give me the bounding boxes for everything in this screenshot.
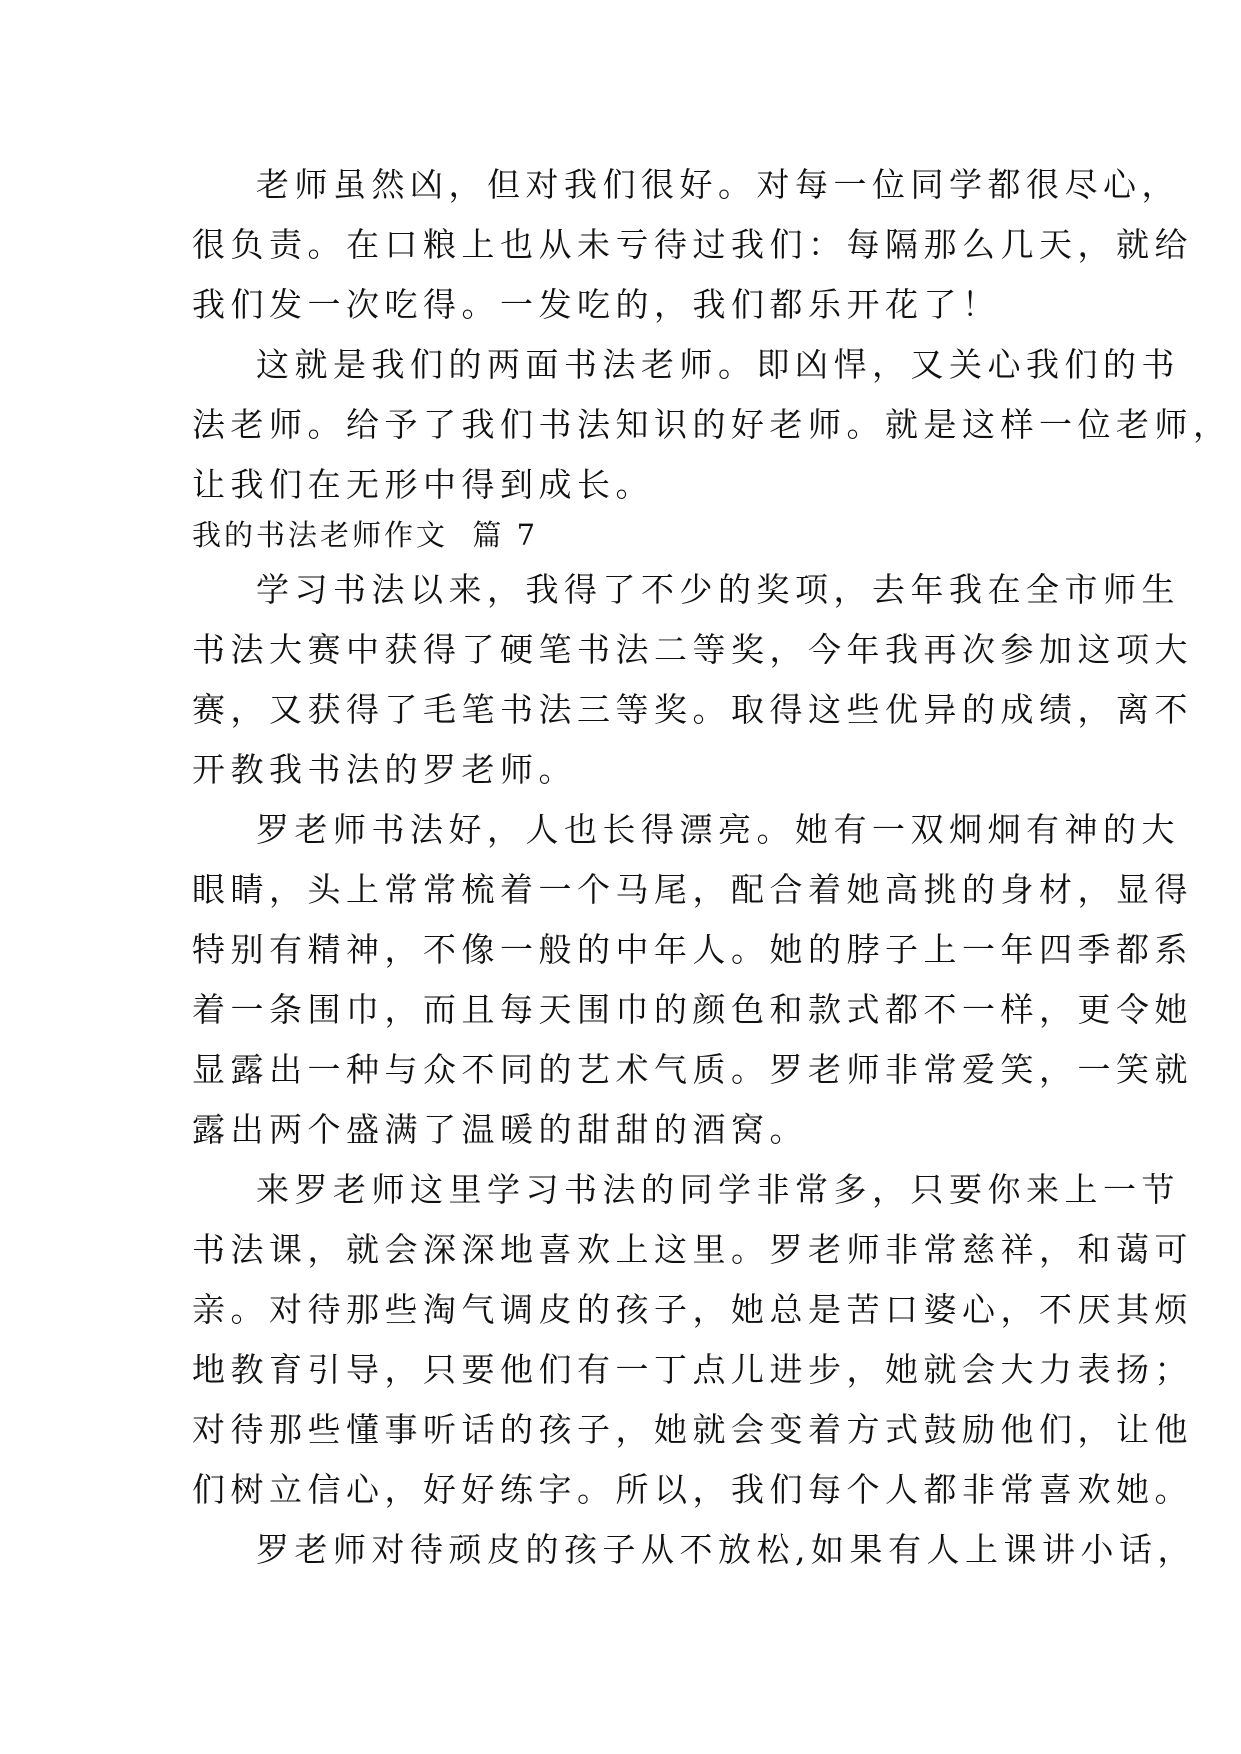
paragraph-4-line-2: 眼睛，头上常常梳着一个马尾，配合着她高挑的身材，显得 <box>192 870 1193 909</box>
paragraph-5-line-1: 来罗老师这里学习书法的同学非常多，只要你来上一节 <box>256 1170 1180 1209</box>
paragraph-5-line-6: 们树立信心，好好练字。所以，我们每个人都非常喜欢她。 <box>192 1470 1193 1509</box>
paragraph-3-line-3: 赛，又获得了毛笔书法三等奖。取得这些优异的成绩，离不 <box>192 690 1193 729</box>
paragraph-6-line-1: 罗老师对待顽皮的孩子从不放松,如果有人上课讲小话， <box>256 1530 1196 1569</box>
paragraph-5-line-2: 书法课，就会深深地喜欢上这里。罗老师非常慈祥，和蔼可 <box>192 1230 1193 1269</box>
paragraph-2-line-1: 这就是我们的两面书法老师。即凶悍，又关心我们的书 <box>256 345 1180 384</box>
paragraph-5-line-3: 亲。对待那些淘气调皮的孩子，她总是苦口婆心，不厌其烦 <box>192 1290 1193 1329</box>
paragraph-4-line-5: 显露出一种与众不同的艺术气质。罗老师非常爱笑，一笑就 <box>192 1050 1193 1089</box>
paragraph-3-line-2: 书法大赛中获得了硬笔书法二等奖，今年我再次参加这项大 <box>192 630 1193 669</box>
paragraph-4-line-6: 露出两个盛满了温暖的甜甜的酒窝。 <box>192 1110 808 1149</box>
paragraph-3-line-4: 开教我书法的罗老师。 <box>192 750 577 789</box>
paragraph-4-line-1: 罗老师书法好，人也长得漂亮。她有一双炯炯有神的大 <box>256 810 1180 849</box>
paragraph-1-line-2: 很负责。在口粮上也从未亏待过我们：每隔那么几天，就给 <box>192 225 1193 264</box>
paragraph-2-line-3: 让我们在无形中得到成长。 <box>192 465 654 504</box>
paragraph-1-line-1: 老师虽然凶，但对我们很好。对每一位同学都很尽心， <box>256 165 1180 204</box>
paragraph-4-line-3: 特别有精神，不像一般的中年人。她的脖子上一年四季都系 <box>192 930 1193 969</box>
paragraph-4-line-4: 着一条围巾，而且每天围巾的颜色和款式都不一样，更令她 <box>192 990 1193 1029</box>
section-heading: 我的书法老师作文 篇 7 <box>192 518 539 552</box>
paragraph-3-line-1: 学习书法以来，我得了不少的奖项，去年我在全市师生 <box>256 570 1180 609</box>
paragraph-5-line-5: 对待那些懂事听话的孩子，她就会变着方式鼓励他们，让他 <box>192 1410 1193 1449</box>
paragraph-5-line-4: 地教育引导，只要他们有一丁点儿进步，她就会大力表扬； <box>192 1350 1193 1389</box>
paragraph-2-line-2: 法老师。给予了我们书法知识的好老师。就是这样一位老师， <box>192 405 1232 444</box>
paragraph-1-line-3: 我们发一次吃得。一发吃的，我们都乐开花了！ <box>192 285 1001 324</box>
